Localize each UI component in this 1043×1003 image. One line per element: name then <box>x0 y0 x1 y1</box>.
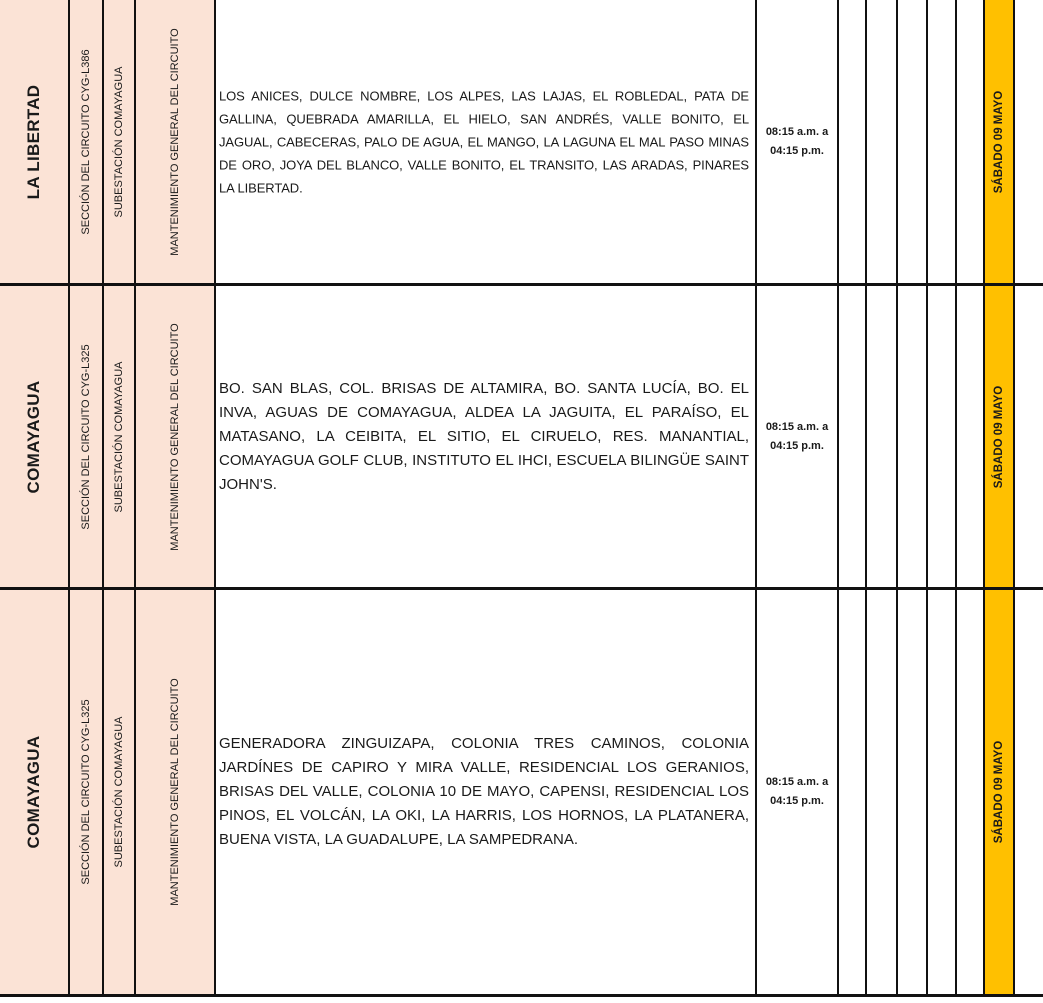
circuit-section-label: SECCIÓN DEL CIRCUITO CYG-L325 <box>80 699 92 885</box>
blank-cell <box>1015 590 1043 994</box>
blank-cell <box>928 0 957 284</box>
date-label: SÁBADO 09 MAYO <box>993 740 1005 844</box>
substation-cell <box>104 286 136 587</box>
table-row <box>0 590 1043 994</box>
substation-label: SUBESTACIÓN COMAYAGUA <box>113 361 125 512</box>
time-cell <box>757 0 839 284</box>
time-range <box>757 773 837 811</box>
areas-cell <box>216 286 757 587</box>
table-row <box>0 286 1043 587</box>
areas-cell <box>216 590 757 994</box>
region-cell <box>0 0 70 284</box>
region-label: LA LIBERTAD <box>24 84 43 200</box>
region-label: COMAYAGUA <box>24 735 43 849</box>
circuit-section-label: SECCIÓN DEL CIRCUITO CYG-L325 <box>80 343 92 530</box>
time-end: 04:15 p.m. <box>770 795 824 807</box>
blank-cell <box>957 0 985 284</box>
affected-areas-text: LOS ANICES, DULCE NOMBRE, LOS ALPES, LAS LAJAS, EL ROBLEDAL, PATA DE GALLINA, QUEBRADA AMARILLA, EL HIELO, SAN ANDRÉS, VALLE BONITO, EL JAGUAL, CABECERAS, PALO DE AGUA, EL MANGO, LA LAGUNA EL MAL PASO MINAS DE ORO, JOYA DEL BLANCO, VALLE BONITO, EL TRANSITO, LAS ARADAS, PINARES LA LIBERTAD. <box>219 88 749 196</box>
blank-cell <box>898 286 928 587</box>
blank-cell <box>839 590 867 994</box>
time-start: 08:15 a.m. a <box>765 420 829 433</box>
time-end: 04:15 p.m. <box>770 439 824 452</box>
work-type-label: MANTENIMIENTO GENERAL DEL CIRCUITO <box>169 322 181 551</box>
time-range <box>757 123 837 161</box>
blank-cell <box>928 286 957 587</box>
table-row <box>0 0 1043 284</box>
date-cell <box>985 590 1015 994</box>
work-type-label: MANTENIMIENTO GENERAL DEL CIRCUITO <box>169 678 181 906</box>
substation-label: SUBESTACIÓN COMAYAGUA <box>113 66 125 218</box>
work-cell <box>136 590 216 994</box>
affected-areas-text: GENERADORA ZINGUIZAPA, COLONIA TRES CAMINOS, COLONIA JARDÍNES DE CAPIRO Y MIRA VALLE, RESIDENCIAL LOS GERANIOS, BRISAS DEL VALLE, COLONIA 10 DE MAYO, CAPENSI, RESIDENCIAL LOS PINOS, EL VOLCÁN, LA OKI, LA HARRIS, LOS HORNOS, LA PLATANERA, BUENA VISTA, LA GUADALUPE, LA SAMPEDRANA. <box>219 735 749 848</box>
blank-cell <box>957 590 985 994</box>
blank-cell <box>1015 0 1043 284</box>
substation-label: SUBESTACIÓN COMAYAGUA <box>113 716 125 868</box>
areas-cell <box>216 0 757 284</box>
blank-cell <box>867 286 898 587</box>
date-label: SÁBADO 09 MAYO <box>993 90 1005 194</box>
region-cell <box>0 286 70 587</box>
date-cell <box>985 0 1015 284</box>
blank-cell <box>1015 286 1043 587</box>
time-cell <box>757 286 839 587</box>
blank-cell <box>928 590 957 994</box>
work-type-label: MANTENIMIENTO GENERAL DEL CIRCUITO <box>169 28 181 256</box>
affected-areas-text: BO. SAN BLAS, COL. BRISAS DE ALTAMIRA, BO. SANTA LUCÍA, BO. EL INVA, AGUAS DE COMAYAGUA, ALDEA LA JAGUITA, EL PARAÍSO, EL MATASANO, LA CEIBITA, EL SITIO, EL CIRUELO, RES. MANANTIAL, COMAYAGUA GOLF CLUB, INSTITUTO EL IHCI, ESCUELA BILINGÜE SAINT JOHN'S. <box>219 379 749 493</box>
substation-cell <box>104 0 136 284</box>
time-start: 08:15 a.m. a <box>765 126 829 138</box>
blank-cell <box>867 590 898 994</box>
blank-cell <box>898 0 928 284</box>
blank-cell <box>898 590 928 994</box>
work-cell <box>136 0 216 284</box>
substation-cell <box>104 590 136 994</box>
region-label: COMAYAGUA <box>24 380 43 493</box>
blank-cell <box>839 0 867 284</box>
section-cell <box>70 0 104 284</box>
section-cell <box>70 590 104 994</box>
blank-cell <box>867 0 898 284</box>
circuit-section-label: SECCIÓN DEL CIRCUITO CYG-L386 <box>80 49 92 235</box>
section-cell <box>70 286 104 587</box>
time-range <box>757 418 837 456</box>
blank-cell <box>957 286 985 587</box>
region-cell <box>0 590 70 994</box>
time-end: 04:15 p.m. <box>770 145 824 157</box>
date-label: SÁBADO 09 MAYO <box>993 385 1005 488</box>
blank-cell <box>839 286 867 587</box>
work-cell <box>136 286 216 587</box>
row-divider <box>0 994 1043 997</box>
time-start: 08:15 a.m. a <box>765 776 829 788</box>
date-cell <box>985 286 1015 587</box>
time-cell <box>757 590 839 994</box>
